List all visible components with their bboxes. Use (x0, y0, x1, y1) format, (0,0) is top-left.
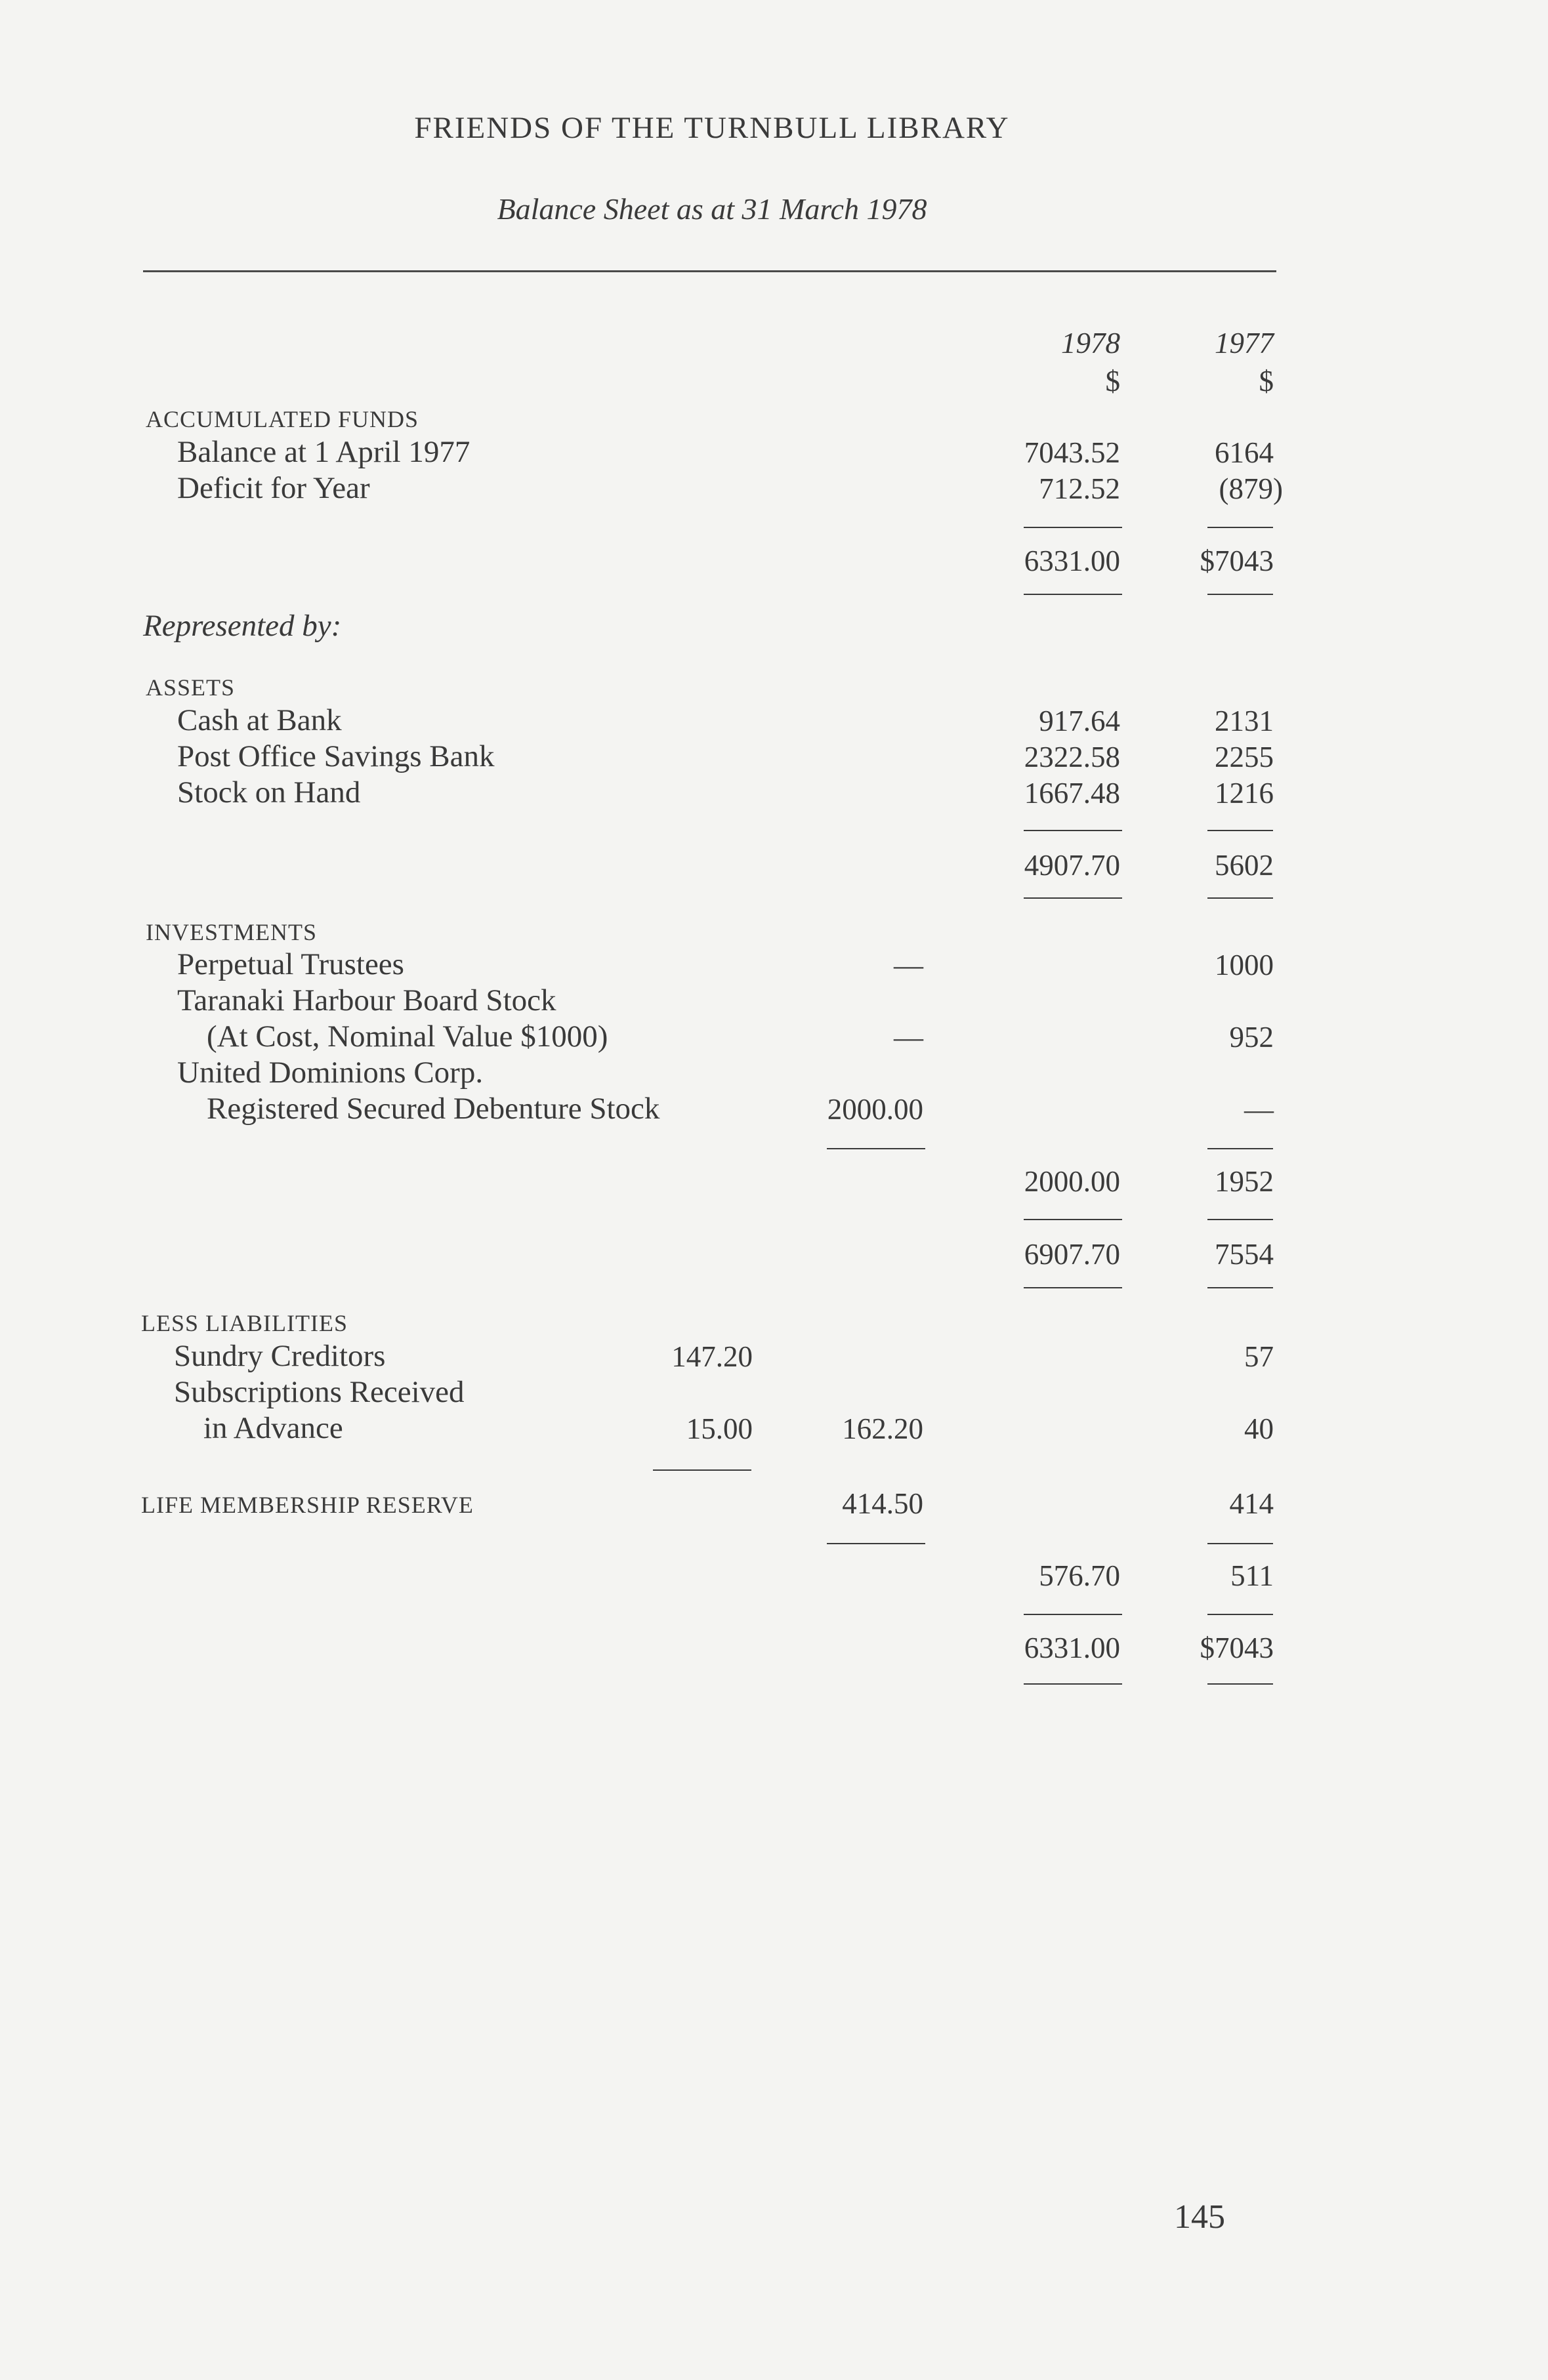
value-balance-1978: 7043.52 (1024, 436, 1120, 469)
represented-by-label: Represented by: (143, 609, 342, 643)
rule (1207, 1148, 1273, 1149)
row-label-subscriptions-sub: in Advance (203, 1411, 343, 1445)
total-assets-1978: 4907.70 (1024, 849, 1120, 882)
section-heading-accumulated-funds: ACCUMULATED FUNDS (146, 406, 419, 432)
page-number: 145 (1174, 2198, 1225, 2236)
value-balance-1977: 6164 (1215, 436, 1274, 469)
rule (1024, 1614, 1122, 1615)
value-perpetual-1977: 1000 (1215, 949, 1274, 981)
value-liabilities-subtotal: 162.20 (842, 1412, 923, 1445)
rule (1207, 527, 1273, 528)
net-total-1978: 6331.00 (1024, 1631, 1120, 1664)
value-cash-1978: 917.64 (1039, 705, 1120, 737)
row-label-united-sub: Registered Secured Debenture Stock (207, 1092, 660, 1126)
row-label-deficit: Deficit for Year (177, 471, 370, 505)
rule (1207, 830, 1273, 831)
value-post-office-1978: 2322.58 (1024, 741, 1120, 773)
rule (1207, 1219, 1273, 1220)
net-total-1977: $7043 (1200, 1631, 1274, 1664)
row-label-united: United Dominions Corp. (177, 1056, 484, 1090)
row-label-sundry: Sundry Creditors (174, 1339, 386, 1373)
grand-total-1977: 7554 (1215, 1238, 1274, 1271)
value-perpetual-1978: — (894, 949, 923, 981)
rule (1024, 1683, 1122, 1685)
section-heading-investments: INVESTMENTS (146, 919, 317, 945)
page-title: FRIENDS OF THE TURNBULL LIBRARY (414, 111, 1010, 145)
value-life-membership-1977: 414 (1229, 1487, 1274, 1520)
value-subscriptions-1977: 40 (1244, 1412, 1274, 1445)
rule (1024, 1219, 1122, 1220)
liabilities-total-1977: 511 (1230, 1559, 1274, 1592)
row-label-subscriptions: Subscriptions Received (174, 1375, 465, 1409)
liabilities-total-1978: 576.70 (1039, 1559, 1120, 1592)
value-united-1977: — (1244, 1093, 1274, 1126)
total-assets-1977: 5602 (1215, 849, 1274, 882)
row-label-cash: Cash at Bank (177, 703, 342, 737)
rule (1207, 594, 1273, 595)
value-subscriptions-inner: 15.00 (686, 1412, 753, 1445)
rule (1207, 1543, 1273, 1544)
row-label-balance: Balance at 1 April 1977 (177, 435, 471, 469)
value-stock-1977: 1216 (1215, 777, 1274, 810)
grand-total-1978: 6907.70 (1024, 1238, 1120, 1271)
row-label-taranaki-sub: (At Cost, Nominal Value $1000) (207, 1019, 608, 1054)
row-label-stock: Stock on Hand (177, 775, 361, 810)
value-cash-1977: 2131 (1215, 705, 1274, 737)
total-accumulated-1978: 6331.00 (1024, 544, 1120, 577)
column-header-1978: 1978 (1061, 327, 1120, 359)
header-rule (143, 270, 1276, 272)
rule (1207, 1683, 1273, 1685)
section-heading-assets: ASSETS (146, 674, 236, 701)
rule (827, 1543, 925, 1544)
row-label-perpetual: Perpetual Trustees (177, 947, 404, 981)
currency-1978: $ (1105, 365, 1120, 398)
total-accumulated-1977: $7043 (1200, 544, 1274, 577)
total-investments-1978: 2000.00 (1024, 1165, 1120, 1198)
value-deficit-1978: 712.52 (1039, 472, 1120, 505)
rule (1024, 1287, 1122, 1288)
currency-1977: $ (1259, 365, 1274, 398)
value-post-office-1977: 2255 (1215, 741, 1274, 773)
section-heading-life-membership: LIFE MEMBERSHIP RESERVE (141, 1492, 474, 1518)
value-taranaki-1978: — (894, 1021, 923, 1054)
row-label-post-office: Post Office Savings Bank (177, 739, 495, 773)
value-taranaki-1977: 952 (1229, 1021, 1274, 1054)
column-header-1977: 1977 (1215, 327, 1274, 359)
page-subtitle: Balance Sheet as at 31 March 1978 (497, 192, 927, 226)
rule (1024, 594, 1122, 595)
rule (827, 1148, 925, 1149)
rule (1024, 527, 1122, 528)
section-heading-liabilities: LESS LIABILITIES (141, 1310, 348, 1336)
total-investments-1977: 1952 (1215, 1165, 1274, 1198)
value-stock-1978: 1667.48 (1024, 777, 1120, 810)
rule (653, 1469, 751, 1471)
value-deficit-1977: (879) (1219, 472, 1283, 505)
value-sundry-inner: 147.20 (671, 1340, 753, 1373)
rule (1024, 897, 1122, 899)
value-united-inner: 2000.00 (827, 1093, 923, 1126)
value-sundry-1977: 57 (1244, 1340, 1274, 1373)
rule (1207, 1614, 1273, 1615)
rule (1024, 830, 1122, 831)
rule (1207, 1287, 1273, 1288)
row-label-taranaki: Taranaki Harbour Board Stock (177, 983, 556, 1017)
value-life-membership: 414.50 (842, 1487, 923, 1520)
rule (1207, 897, 1273, 899)
